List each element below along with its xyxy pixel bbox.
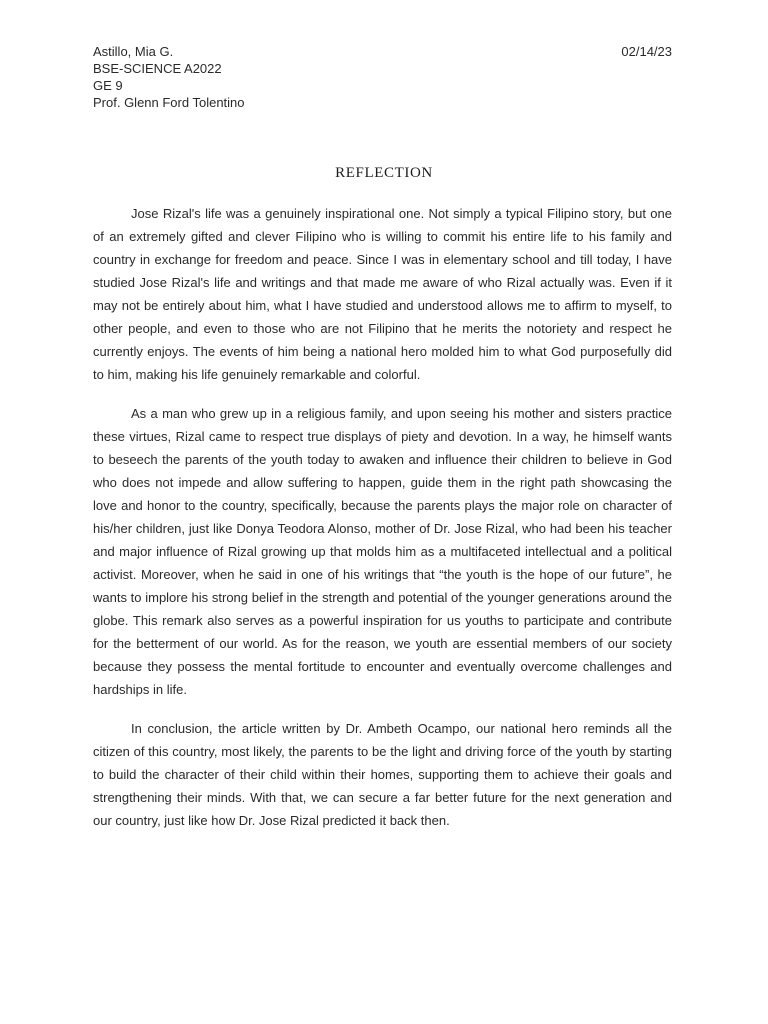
document-body <box>93 202 672 848</box>
professor-name: Prof. Glenn Ford Tolentino <box>93 95 245 110</box>
document-title: REFLECTION <box>335 165 433 181</box>
document-date: 02/14/23 <box>621 44 672 59</box>
subject-code: GE 9 <box>93 78 123 93</box>
paragraph: In conclusion, the article written by Dr. Ambeth Ocampo, our national hero reminds all the citizen of this country, most likely, the parents to be the light and driving force of the youth by starting to build the character of their child within their homes, supporting them to achieve their goals and strengthening their minds. With that, we can secure a far better future for the next generation and our country, just like how Dr. Jose Rizal predicted it back then. <box>93 721 672 828</box>
course-section: BSE-SCIENCE A2022 <box>93 61 222 76</box>
document-header <box>93 43 672 111</box>
student-name: Astillo, Mia G. <box>93 44 174 59</box>
paragraph: As a man who grew up in a religious family, and upon seeing his mother and sisters practice these virtues, Rizal came to respect true displays of piety and devotion. In a way, he himself wants to beseech the parents of the youth today to awaken and influence their children to believe in God who does not impede and allow suffering to happen, guide them in the right path showcasing the love and honor to the country, specifically, because the parents plays the major role on character of his/her children, just like Donya Teodora Alonso, mother of Dr. Jose Rizal, who had been his teacher and major influence of Rizal growing up that molds him as a multifaceted intellectual and a political activist. Moreover, when he said in one of his writings that “the youth is the hope of our future”, he wants to implore his strong belief in the strength and potential of the younger generations around the globe. This remark also serves as a powerful inspiration for us youths to participate and contribute for the betterment of our world. As for the reason, we youth are essential members of our society because they possess the mental fortitude to encounter and eventually overcome challenges and hardships in life. <box>93 406 672 697</box>
header-first-row <box>93 43 672 60</box>
paragraph: Jose Rizal's life was a genuinely inspirational one. Not simply a typical Filipino story, but one of an extremely gifted and clever Filipino who is willing to commit his entire life to his family and country in exchange for freedom and peace. Since I was in elementary school and till today, I have studied Jose Rizal's life and writings and that made me aware of who Rizal actually was. Even if it may not be entirely about him, what I have studied and understood allows me to affirm to myself, to other people, and even to those who are not Filipino that he merits the notoriety and respect he currently enjoys. The events of him being a national hero molded him to what God purposefully did to him, making his life genuinely remarkable and colorful. <box>93 206 672 382</box>
